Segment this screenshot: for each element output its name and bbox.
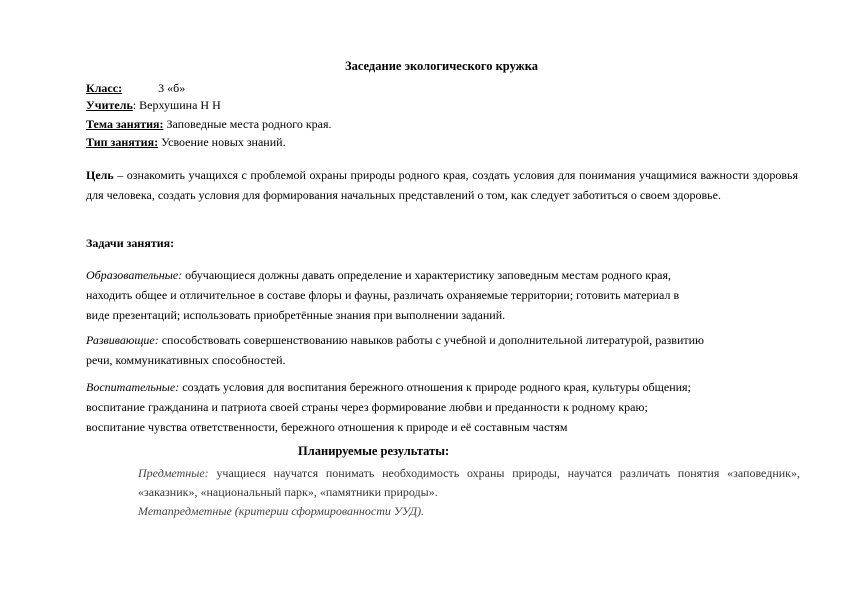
- upbringing-line-1: создать условия для воспитания бережного отношения к природе родного края, культуры общения;: [179, 380, 691, 394]
- topic-value: Заповедные места родного края.: [163, 117, 332, 131]
- educational-paragraph: [86, 265, 679, 325]
- results-paragraph: [138, 464, 800, 521]
- educational-line-1: обучающиеся должны давать определение и характеристику заповедным местам родного края,: [182, 268, 671, 282]
- goal-text: – ознакомить учащихся с проблемой охраны природы родного края, создать условия для понимания учащимися важности здоровья для человека, создать условия для формирования начальных представлений о том, как следует заботиться о своем здоровье.: [86, 168, 798, 202]
- upbringing-line-3: воспитание чувства ответственности, бережного отношения к природе и её составным частям: [86, 420, 568, 434]
- developing-line-1: способствовать совершенствованию навыков работы с учебной и дополнительной литературой, развитию: [158, 333, 705, 347]
- upbringing-label: Воспитательные:: [86, 380, 180, 394]
- upbringing-paragraph: [86, 377, 691, 437]
- developing-paragraph: [86, 330, 704, 370]
- upbringing-line-2: воспитание гражданина и патриота своей страны через формирование любви и преданности к родному краю;: [86, 400, 648, 414]
- class-label: Класс:: [86, 81, 123, 95]
- goal-label: Цель: [86, 168, 114, 182]
- type-row: [86, 135, 286, 150]
- teacher-label: Учитель: [86, 98, 133, 112]
- educational-line-3: виде презентаций; использовать приобретённые знания при выполнении заданий.: [86, 308, 506, 322]
- subject-results-text: учащиеся научатся понимать необходимость охраны природы, научатся различать понятия «заповедник», «заказник», «национальный парк», «памятники природы».: [138, 466, 800, 499]
- class-value: 3 «б»: [158, 81, 186, 95]
- results-heading: Планируемые результаты:: [298, 444, 450, 458]
- meta-results-text: Метапредметные (критерии сформированности УУД).: [138, 504, 425, 518]
- subject-results-label: Предметные:: [138, 466, 209, 480]
- type-value: Усвоение новых знаний.: [158, 135, 286, 149]
- topic-row: [86, 117, 332, 132]
- educational-line-2: находить общее и отличительное в составе флоры и фауны, различать охраняемые территории; готовить материал в: [86, 288, 680, 302]
- tasks-heading: Задачи занятия:: [86, 236, 175, 250]
- teacher-row: [86, 98, 221, 113]
- developing-line-2: речи, коммуникативных способностей.: [86, 353, 286, 367]
- developing-label: Развивающие:: [86, 333, 159, 347]
- page-title: Заседание экологического кружка: [345, 59, 538, 73]
- goal-paragraph: [86, 165, 798, 205]
- type-label: Тип занятия:: [86, 135, 159, 149]
- class-row: [86, 81, 185, 96]
- topic-label: Тема занятия:: [86, 117, 164, 131]
- teacher-value: : Верхушина Н Н: [132, 98, 221, 112]
- educational-label: Образовательные:: [86, 268, 183, 282]
